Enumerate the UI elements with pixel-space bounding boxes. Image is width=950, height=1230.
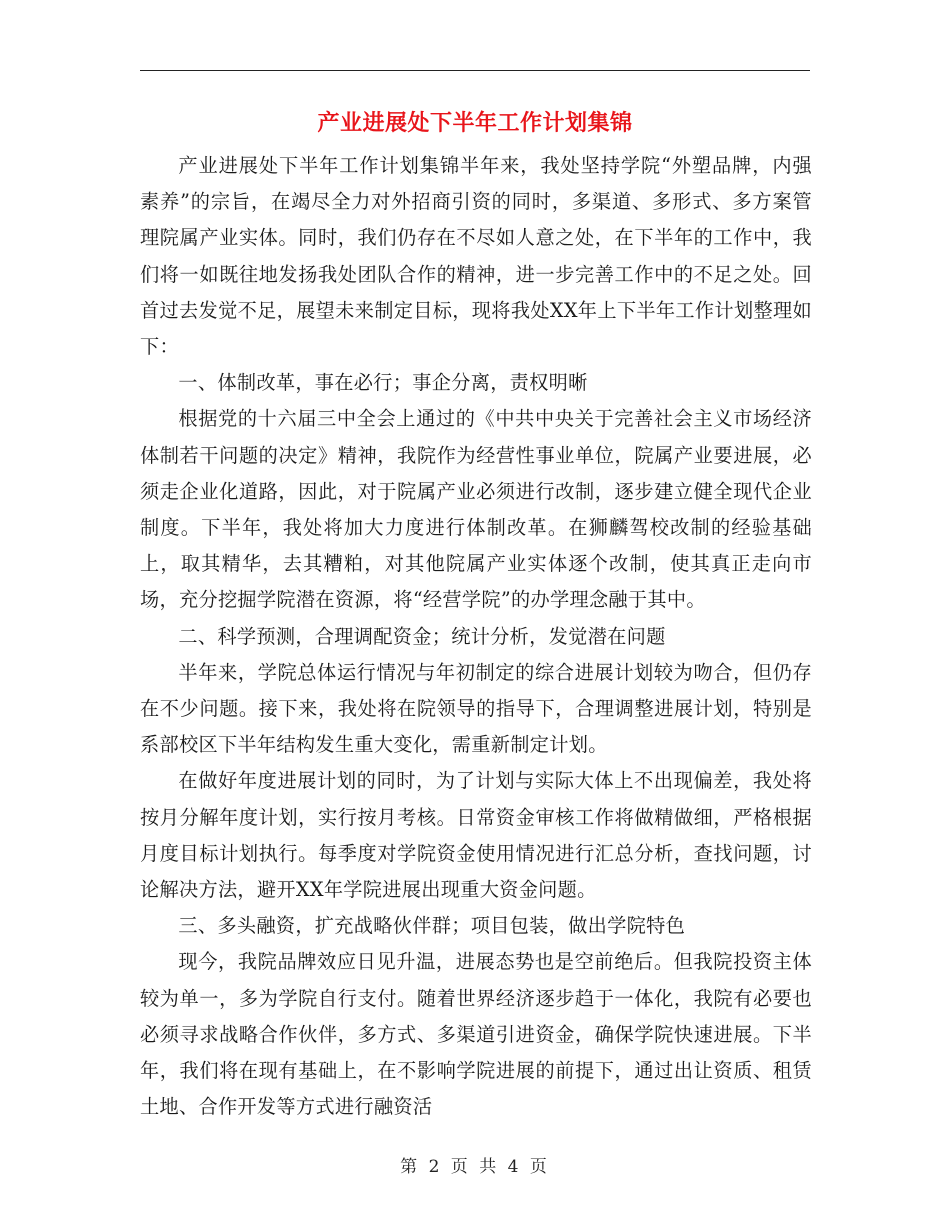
header-rule [140,70,810,71]
paragraph-section-2a: 半年来，学院总体运行情况与年初制定的综合进展计划较为吻合，但仍存在不少问题。接下来，我处将在院领导的指导下，合理调整进展计划，特别是系部校区下半年结构发生重大变化，需重新制定计划。 [140,660,812,757]
paragraph-section-2b: 在做好年度进展计划的同时，为了计划与实际大体上不出现偏差，我处将按月分解年度计划，实行按月考核。日常资金审核工作将做精做细，严格根据月度目标计划执行。每季度对学院资金使用情况进行汇总分析，查找问题，讨论解决方法，避开XX年学院进展出现重大资金问题。 [140,769,812,902]
document-body [140,148,812,1125]
paragraph-section-1: 根据党的十六届三中全会上通过的《中共中央关于完善社会主义市场经济体制若干问题的决定》精神，我院作为经营性事业单位，院属产业要进展，必须走企业化道路，因此，对于院属产业必须进行改制，逐步建立健全现代企业制度。下半年，我处将加大力度进行体制改革。在狮麟驾校改制的经验基础上，取其精华，去其糟粕，对其他院属产业实体逐个改制，使其真正走向市场，充分挖掘学院潜在资源，将“经营学院”的办学理念融于其中。 [140,407,812,612]
section-heading-1: 一、体制改革，事在必行；事企分离，责权明晰 [178,371,588,395]
section-heading-2: 二、科学预测，合理调配资金；统计分析，发觉潜在问题 [178,624,666,648]
document-title: 产业进展处下半年工作计划集锦 [317,111,633,136]
paragraph-intro: 产业进展处下半年工作计划集锦半年来，我处坚持学院“外塑品牌，内强素养”的宗旨，在竭尽全力对外招商引资的同时，多渠道、多形式、多方案管理院属产业实体。同时，我们仍存在不尽如人意之处，在下半年的工作中，我们将一如既往地发扬我处团队合作的精神，进一步完善工作中的不足之处。回首过去发觉不足，展望未来制定目标，现将我处XX年上下半年工作计划整理如下： [140,154,812,359]
section-heading-3: 三、多头融资，扩充战略伙伴群；项目包装，做出学院特色 [178,914,686,938]
paragraph-section-3: 现今，我院品牌效应日见升温，进展态势也是空前绝后。但我院投资主体较为单一，多为学院自行支付。随着世界经济逐步趋于一体化，我院有必要也必须寻求战略合作伙伴，多方式、多渠道引进资金，确保学院快速进展。下半年，我们将在现有基础上，在不影响学院进展的前提下，通过出让资质、租赁土地、合作开发等方式进行融资活 [140,950,812,1119]
page-number-footer: 第 2 页 共 4 页 [400,1157,550,1177]
